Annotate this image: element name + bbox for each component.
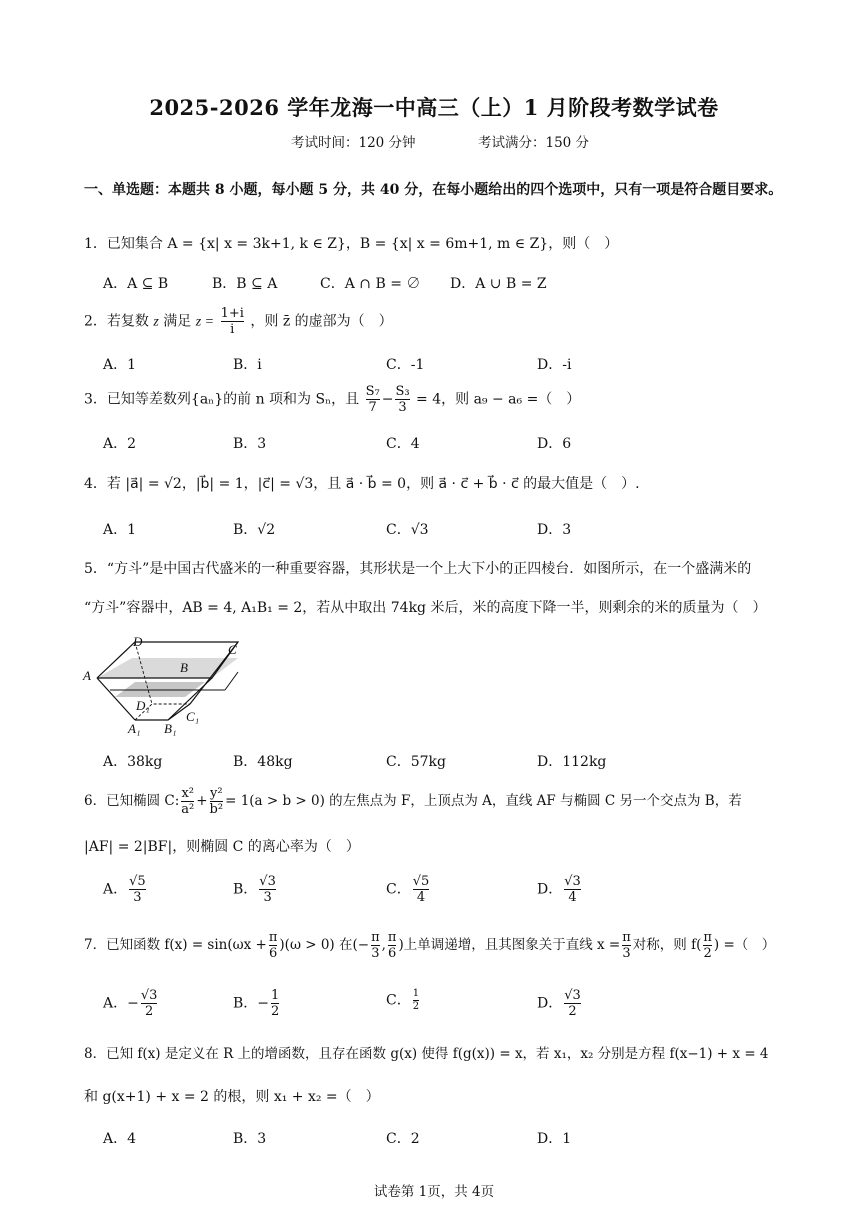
q6-option-c bbox=[386, 874, 431, 905]
q7-frac2 bbox=[371, 930, 380, 961]
q7-c-den: 2 bbox=[412, 1001, 420, 1012]
question-4-stem: 4．若 |a⃗| = √2，|b⃗| = 1，|c⃗| = √3，且 a⃗ · b⃗ = 0，则 a⃗ · c⃗ + b⃗ · c⃗ 的最大值是（ ）. bbox=[84, 476, 640, 492]
q7-frac4 bbox=[622, 930, 631, 961]
q7-post: ) =（ ） bbox=[713, 937, 776, 953]
question-6-line1 bbox=[84, 786, 742, 817]
q6-a-den: 3 bbox=[129, 889, 146, 905]
q6-b-den: 3 bbox=[259, 889, 276, 905]
q6-option-a bbox=[103, 874, 148, 905]
rice-level-shade bbox=[97, 658, 238, 678]
q4-option-a: A．1 bbox=[103, 522, 137, 538]
q7-a-frac bbox=[141, 988, 158, 1019]
question-7-stem bbox=[84, 930, 775, 961]
q6-a-num: √5 bbox=[129, 874, 146, 889]
page-title: 2025-2026 学年龙海一中高三（上）1 月阶段考数学试卷 bbox=[149, 95, 719, 120]
q6-frac2 bbox=[210, 786, 224, 817]
q7-n2: π bbox=[371, 930, 380, 945]
q5-option-d: D．112kg bbox=[537, 754, 607, 770]
label-c1: C₁ bbox=[186, 709, 200, 724]
section-heading: 一、单选题：本题共 8 小题，每小题 5 分，共 40 分，在每小题给出的四个选项中，只有一项是符合题目要求。 bbox=[84, 182, 783, 198]
q6-d-num: √3 bbox=[564, 874, 581, 889]
q7-a-label: A．− bbox=[103, 995, 139, 1012]
q2-option-a: A．1 bbox=[103, 357, 137, 373]
q6-b-num: √3 bbox=[259, 874, 276, 889]
question-6-line2: |AF| = 2|BF|，则椭圆 C 的离心率为（ ） bbox=[84, 839, 360, 855]
q7-mid2: )上单调递增，且其图象关于直线 x = bbox=[398, 937, 621, 953]
q3-frac1 bbox=[366, 384, 380, 415]
q7-b-den: 2 bbox=[271, 1004, 280, 1019]
q2-den: i bbox=[221, 321, 244, 337]
q6-option-b bbox=[233, 874, 278, 905]
q7-n5: π bbox=[703, 930, 712, 945]
label-d1: D₁ bbox=[136, 698, 150, 713]
q6-b-frac bbox=[259, 874, 276, 905]
q4-option-c: C．√3 bbox=[386, 522, 429, 538]
q7-frac1 bbox=[269, 930, 278, 961]
q6-c-frac bbox=[413, 874, 430, 905]
q2-pre: 2．若复数 bbox=[84, 313, 149, 330]
label-c: C bbox=[228, 642, 237, 657]
q7-mid3: 对称，则 f( bbox=[632, 937, 702, 953]
q7-option-d bbox=[537, 988, 583, 1019]
q7-d5: 2 bbox=[703, 946, 712, 961]
label-d: D bbox=[133, 634, 143, 649]
q3-n2: S₃ bbox=[395, 384, 410, 399]
q6-plus: + bbox=[196, 793, 208, 809]
q8-option-a: A．4 bbox=[103, 1131, 137, 1147]
label-a1: A₁ bbox=[128, 721, 141, 736]
q7-b-label: B．− bbox=[233, 995, 270, 1012]
q3-n1: S₇ bbox=[365, 384, 380, 399]
q6-d-frac bbox=[564, 874, 581, 905]
q1-option-c: C．A ∩ B = ∅ bbox=[320, 276, 421, 292]
q7-mid: )(ω > 0) 在(− bbox=[279, 937, 370, 953]
q3-option-a: A．2 bbox=[103, 436, 137, 452]
q6-n1: x² bbox=[181, 786, 195, 801]
q7-a-num: √3 bbox=[140, 988, 158, 1003]
q7-comma: , bbox=[381, 937, 386, 953]
q6-d1: a² bbox=[181, 802, 195, 817]
question-8-line1: 8．已知 f(x) 是定义在 R 上的增函数，且存在函数 g(x) 使得 f(g(x)) = x，若 x₁，x₂ 分别是方程 f(x−1) + x = 4 bbox=[84, 1046, 769, 1062]
q3-minus: − bbox=[381, 391, 394, 408]
q6-c-label: C． bbox=[386, 881, 411, 898]
label-a: A bbox=[83, 668, 91, 683]
q6-a-frac bbox=[129, 874, 146, 905]
q7-b-frac bbox=[271, 988, 279, 1019]
q7-d1: 6 bbox=[268, 946, 278, 961]
q7-d2: 3 bbox=[371, 946, 380, 961]
page-footer: 试卷第 1页，共 4页 bbox=[373, 1184, 495, 1200]
q6-d-den: 4 bbox=[564, 889, 581, 905]
q7-d3: 6 bbox=[388, 946, 397, 961]
q1-option-d: D．A ∪ B = Z bbox=[450, 276, 547, 292]
q4-option-d: D．3 bbox=[537, 522, 572, 538]
q7-n1: π bbox=[268, 930, 278, 945]
q7-a-den: 2 bbox=[141, 1003, 158, 1019]
exam-time: 考试时间：120 分钟 bbox=[291, 135, 416, 151]
q4-option-b: B．√2 bbox=[233, 522, 276, 538]
q6-d-label: D． bbox=[537, 881, 563, 898]
q7-n4: π bbox=[622, 930, 631, 945]
q8-option-d: D．1 bbox=[537, 1131, 572, 1147]
q6-post: = 1(a > b > 0) 的左焦点为 F，上顶点为 A，直线 AF 与椭圆 C 另一个交点为 B，若 bbox=[225, 793, 742, 809]
q7-n3: π bbox=[387, 930, 397, 945]
q7-d-num: √3 bbox=[564, 988, 581, 1003]
q6-pre: 6．已知椭圆 C: bbox=[84, 793, 180, 809]
q6-frac1 bbox=[181, 786, 194, 817]
q6-d2: b² bbox=[209, 802, 224, 817]
q7-b-num: 1 bbox=[271, 988, 280, 1003]
q7-option-b bbox=[233, 988, 281, 1019]
q6-b-label: B． bbox=[233, 881, 258, 898]
q2-fraction bbox=[221, 306, 244, 337]
question-2-stem bbox=[84, 306, 393, 337]
q3-frac2 bbox=[395, 384, 409, 415]
question-3-stem bbox=[84, 384, 580, 415]
q3-option-d: D．6 bbox=[537, 436, 572, 452]
q5-option-c: C．57kg bbox=[386, 754, 446, 770]
q6-option-d bbox=[537, 874, 583, 905]
q3-option-b: B．3 bbox=[233, 436, 267, 452]
q1-option-a: A．A ⊆ B bbox=[103, 276, 169, 292]
q2-post: ，则 z̄ 的虚部为（ ） bbox=[250, 313, 393, 330]
q6-n2: y² bbox=[210, 786, 223, 801]
q3-d1: 7 bbox=[366, 399, 380, 415]
q3-post: = 4，则 a₉ − a₆ =（ ） bbox=[416, 391, 581, 408]
q6-c-den: 4 bbox=[413, 889, 430, 905]
q6-c-num: √5 bbox=[412, 874, 430, 889]
q2-option-c: C．-1 bbox=[386, 357, 425, 373]
question-5-line1: 5．“方斗”是中国古代盛米的一种重要容器，其形状是一个上大下小的正四棱台．如图所示，在一个盛满米的 bbox=[84, 561, 752, 577]
q7-d-label: D． bbox=[537, 995, 563, 1012]
q7-pre: 7．已知函数 f(x) = sin(ωx + bbox=[84, 937, 267, 953]
q7-d-frac bbox=[564, 988, 581, 1019]
q5-option-a: A．38kg bbox=[103, 754, 163, 770]
q1-option-b: B．B ⊆ A bbox=[212, 276, 278, 292]
q6-a-label: A． bbox=[103, 881, 128, 898]
frustum-figure bbox=[80, 632, 250, 737]
q2-zeq: z = bbox=[195, 314, 215, 330]
label-b: B bbox=[180, 660, 188, 675]
q2-var: z bbox=[153, 314, 159, 330]
q7-d-den: 2 bbox=[564, 1003, 581, 1019]
q2-option-b: B．i bbox=[233, 357, 262, 373]
q7-option-a bbox=[103, 988, 159, 1019]
q8-option-c: C．2 bbox=[386, 1131, 420, 1147]
q8-option-b: B．3 bbox=[233, 1131, 267, 1147]
q5-option-b: B．48kg bbox=[233, 754, 293, 770]
q3-option-c: C．4 bbox=[386, 436, 420, 452]
q7-option-c bbox=[386, 988, 421, 1013]
q7-c-frac bbox=[413, 988, 419, 1013]
q2-option-d: D．-i bbox=[537, 357, 572, 373]
q7-frac3 bbox=[388, 930, 397, 961]
exam-score: 考试满分：150 分 bbox=[478, 135, 590, 151]
label-b1: B₁ bbox=[164, 721, 177, 736]
question-8-line2: 和 g(x+1) + x = 2 的根，则 x₁ + x₂ =（ ） bbox=[84, 1089, 380, 1105]
question-5-line2: “方斗”容器中，AB = 4, A₁B₁ = 2，若从中取出 74kg 米后，米的高度下降一半，则剩余的米的质量为（ ） bbox=[84, 600, 767, 616]
question-1-stem: 1．已知集合 A = {x| x = 3k+1, k ∈ Z}，B = {x| x = 6m+1, m ∈ Z}，则（ ） bbox=[84, 236, 619, 252]
q7-c-num: 1 bbox=[412, 988, 420, 999]
q7-frac5 bbox=[703, 930, 712, 961]
q7-c-label: C． bbox=[386, 992, 411, 1009]
q7-d4: 3 bbox=[622, 946, 631, 961]
q2-mid: 满足 bbox=[163, 313, 192, 330]
q2-num: 1+i bbox=[220, 306, 244, 321]
q3-pre: 3．已知等差数列{aₙ}的前 n 项和为 Sₙ，且 bbox=[84, 391, 360, 408]
q3-d2: 3 bbox=[395, 399, 409, 415]
